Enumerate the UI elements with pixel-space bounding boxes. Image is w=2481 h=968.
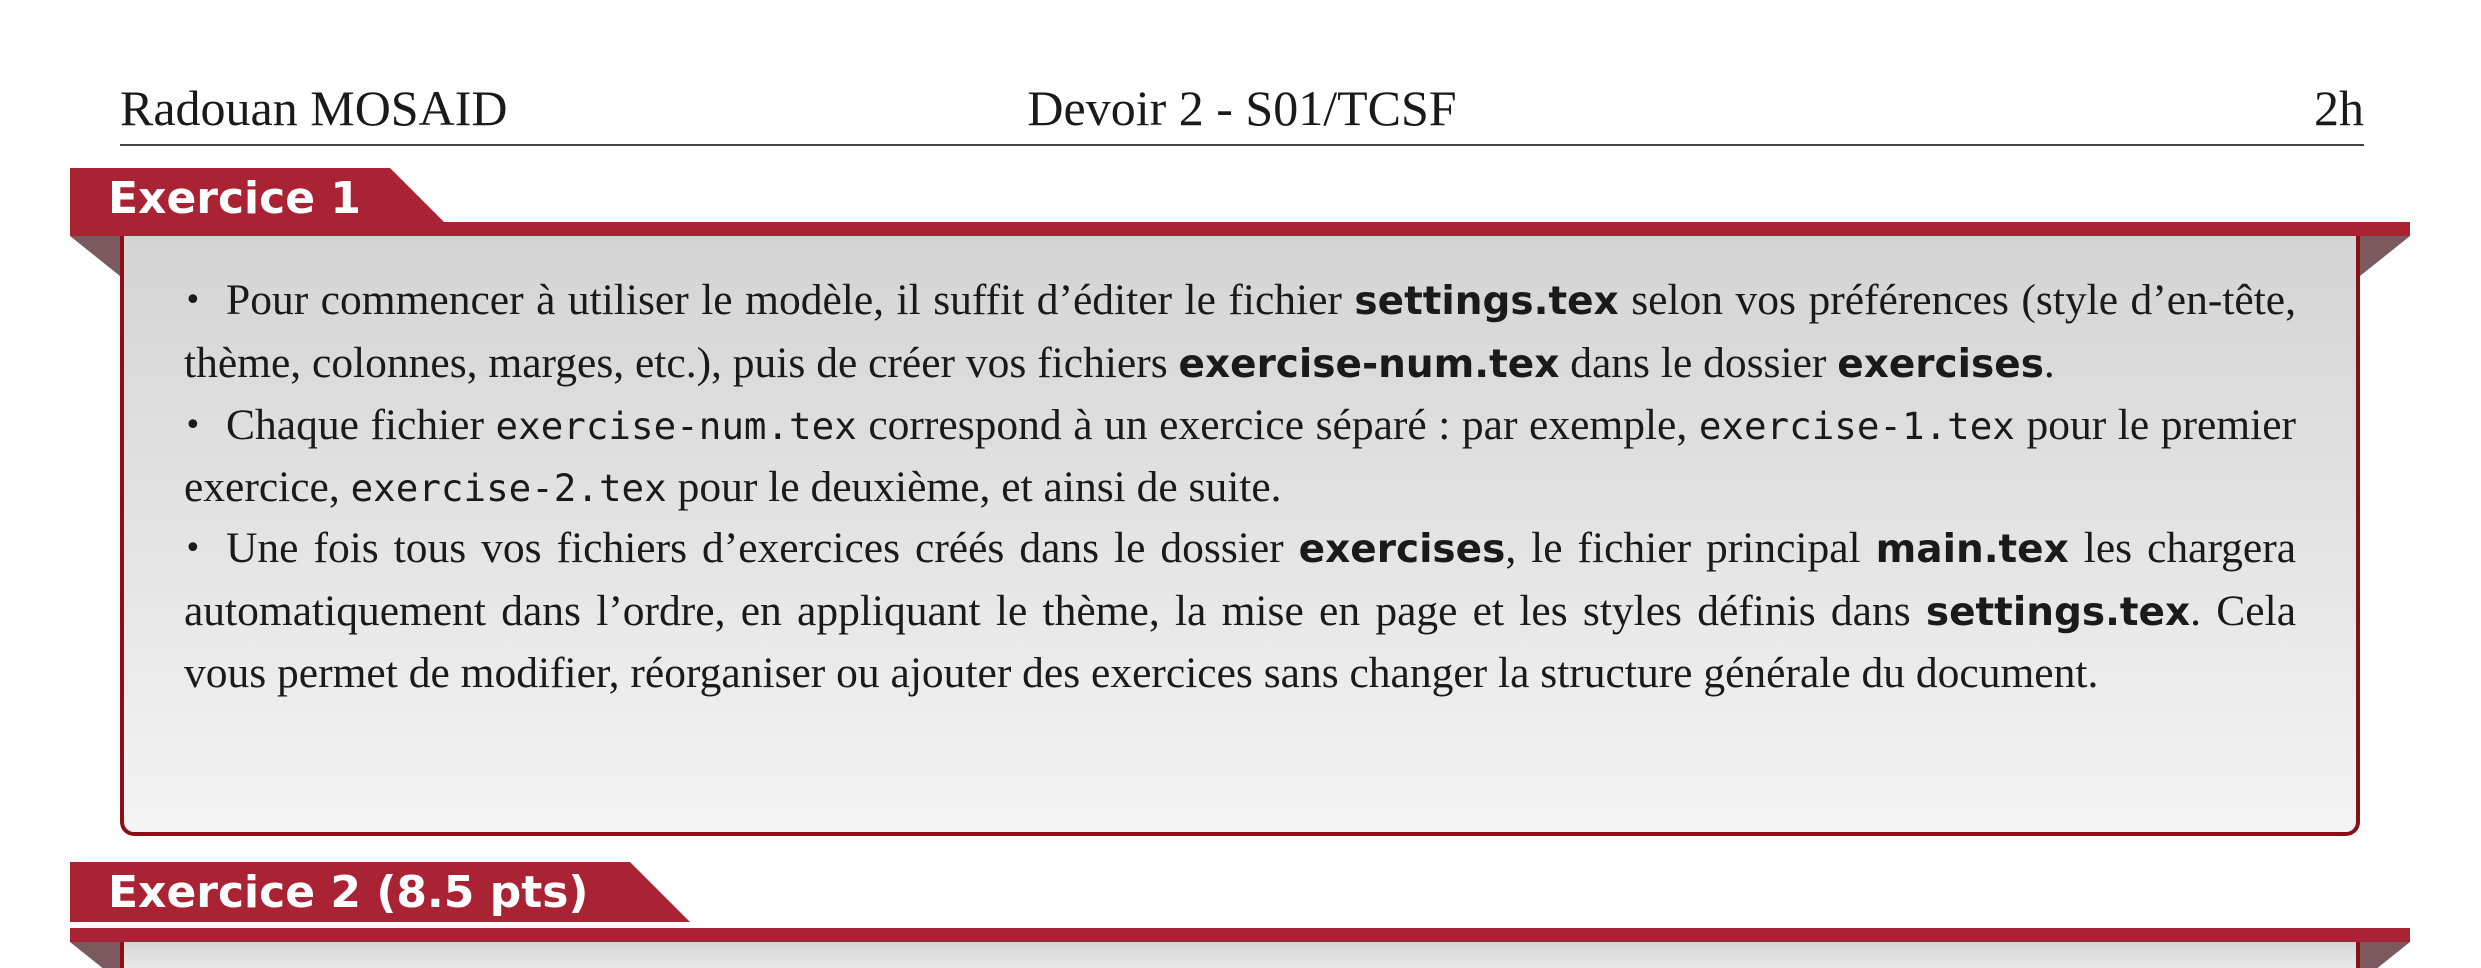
text-run: Une fois tous vos fichiers d’exercices créés dans le dossier bbox=[226, 524, 1299, 572]
exercise-1-title: Exercice 1 bbox=[70, 168, 390, 228]
exercise-2-title-stripe bbox=[70, 928, 2410, 942]
exercise-2-fold-right bbox=[2360, 942, 2410, 968]
exercise-1-fold-right bbox=[2360, 236, 2410, 276]
exercise-1-item-1 bbox=[184, 270, 2296, 395]
exercise-1-item-2 bbox=[184, 395, 2296, 518]
text-run: Pour commencer à utiliser le modèle, il suffit d’éditer le fichier bbox=[226, 276, 1355, 324]
file-name-mono: exercise-1.tex bbox=[1698, 404, 2015, 448]
file-name-bold: settings.tex bbox=[1925, 589, 2191, 635]
text-run: les chargera automatiquement dans l’ordre, en appliquant le thème, la mise en page et les styles définis dans bbox=[184, 524, 2296, 635]
document-title: Devoir 2 - S01/TCSF bbox=[1027, 80, 1457, 136]
bullet-icon: • bbox=[184, 408, 202, 443]
exercise-2-title: Exercice 2 (8.5 pts) bbox=[70, 862, 630, 922]
folder-name-bold: exercises bbox=[1837, 341, 2044, 387]
exercise-2-fold-left bbox=[70, 942, 120, 968]
file-name-bold: exercise-num.tex bbox=[1178, 341, 1560, 387]
text-run: correspond à un exercice séparé : par exemple, bbox=[856, 401, 1699, 449]
exercise-1-box bbox=[120, 236, 2360, 836]
text-run: dans le dossier bbox=[1559, 338, 1838, 387]
exercise-1-content bbox=[124, 236, 2356, 734]
exercise-1-fold-left bbox=[70, 236, 120, 276]
text-run: pour le premier exercice, bbox=[184, 401, 2296, 511]
file-name-bold: main.tex bbox=[1875, 527, 2069, 572]
author-name: Radouan MOSAID bbox=[120, 80, 508, 136]
file-name-mono: exercise-num.tex bbox=[495, 404, 857, 448]
bullet-icon: • bbox=[184, 283, 202, 318]
file-name-bold: settings.tex bbox=[1354, 279, 1619, 324]
duration-label: 2h bbox=[2314, 80, 2364, 136]
text-run: Chaque fichier bbox=[226, 401, 496, 449]
text-run: selon vos préférences (style d’en-tête, thème, colonnes, marges, etc.), puis de créer vos fichiers bbox=[184, 276, 2296, 387]
text-run: . bbox=[2043, 338, 2055, 387]
exercise-1-item-3 bbox=[184, 518, 2296, 704]
text-run: . Cela vous permet de modifier, réorganiser ou ajouter des exercices sans changer la structure générale du document. bbox=[184, 586, 2296, 697]
folder-name-bold: exercises bbox=[1298, 527, 1506, 572]
file-name-mono: exercise-2.tex bbox=[350, 465, 667, 510]
bullet-icon: • bbox=[184, 531, 202, 566]
page-header bbox=[120, 72, 2364, 146]
exercise-2-box bbox=[120, 942, 2360, 968]
text-run: , le fichier principal bbox=[1505, 524, 1876, 572]
text-run: pour le deuxième, et ainsi de suite. bbox=[666, 462, 1282, 511]
